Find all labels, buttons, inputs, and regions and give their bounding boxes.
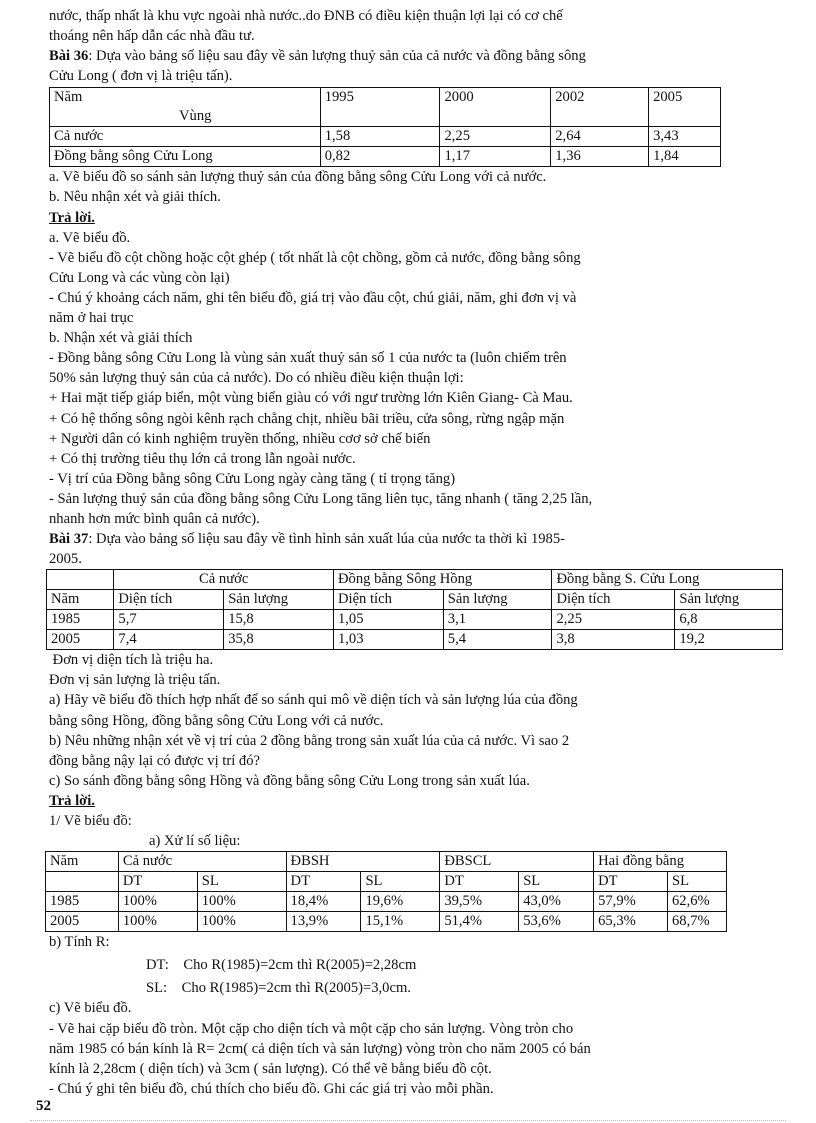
table-cell: 3,1 (443, 610, 552, 630)
table-header-cell: Cả nước (114, 570, 334, 590)
table-header-cell: Sản lượng (675, 590, 783, 610)
table-cell: 100% (197, 892, 286, 912)
paragraph-line: - Chú ý khoảng cách năm, ghi tên biểu đồ, giá trị vào đầu cột, chú giải, năm, ghi đơn vị và (49, 289, 577, 306)
paragraph-line: - Vẽ biểu đồ cột chồng hoặc cột ghép ( tốt nhất là cột chồng, gồm cả nước, đồng bằng sông (49, 249, 581, 266)
paragraph-line: DT: Cho R(1985)=2cm thì R(2005)=2,28cm (146, 957, 417, 974)
table-cell: 51,4% (440, 912, 519, 932)
table-row (46, 892, 727, 912)
table-cell: 1,17 (440, 147, 551, 167)
table-cell: 53,6% (519, 912, 594, 932)
table-cell: Cả nước (50, 127, 321, 147)
paragraph-line: kính là 2,28cm ( diện tích) và 3cm ( sản lượng). Có thể vẽ bằng biểu đồ cột. (49, 1060, 492, 1077)
table-37 (46, 569, 783, 650)
paragraph-line: bằng sông Hồng, đồng bằng sông Cửu Long với cả nước. (49, 712, 384, 729)
table-cell: 57,9% (594, 892, 668, 912)
table-cell: 19,2 (675, 630, 783, 650)
table-cell: 2005 (46, 912, 119, 932)
paragraph-line: a) Hãy vẽ biểu đồ thích hợp nhất để so sánh qui mô về diện tích và sản lượng lúa của đồng (49, 692, 578, 709)
paragraph-line: b. Nêu nhận xét và giải thích. (49, 189, 221, 206)
answer-heading: Trả lời. (49, 209, 95, 226)
table-cell: 19,6% (361, 892, 440, 912)
table-header-cell: Diện tích (333, 590, 443, 610)
table-xu-li (45, 851, 727, 932)
paragraph-line: Đơn vị sản lượng là triệu tấn. (49, 672, 221, 689)
table-cell: 1985 (47, 610, 114, 630)
table-header-cell: ĐBSCL (440, 852, 594, 872)
table-cell: 43,0% (519, 892, 594, 912)
table-header-cell: DT (594, 872, 668, 892)
table-cell: 7,4 (114, 630, 224, 650)
table-cell: 1985 (46, 892, 119, 912)
table-cell: 15,8 (224, 610, 334, 630)
table-row (50, 147, 721, 167)
document-page (49, 6, 740, 1099)
table-cell: 2,64 (551, 127, 649, 147)
table-header-cell: Năm (47, 590, 114, 610)
table-cell: 5,7 (114, 610, 224, 630)
table-cell: 68,7% (667, 912, 726, 932)
table-header-cell: SL (197, 872, 286, 892)
table-header-cell: SL (667, 872, 726, 892)
paragraph-line: c) Vẽ biểu đồ. (49, 1000, 132, 1017)
table-row (46, 852, 727, 872)
table-header-cell: Sản lượng (443, 590, 552, 610)
paragraph-line: + Người dân có kinh nghiệm truyền thống, nhiều cơơ sở chế biến (49, 430, 431, 447)
table-cell: 1,84 (649, 147, 721, 167)
table-header-cell: 2005 (649, 88, 721, 127)
table-row (47, 630, 783, 650)
paragraph-line: - Chú ý ghi tên biểu đồ, chú thích cho biểu đồ. Ghi các giá trị vào mỗi phần. (49, 1080, 494, 1097)
table-cell: 1,03 (333, 630, 443, 650)
table-cell: 2,25 (552, 610, 675, 630)
table-cell: 2005 (47, 630, 114, 650)
paragraph-line: + Có hệ thống sông ngòi kênh rạch chằng chịt, nhiều bãi triều, cửa sông, rừng ngập mặn (49, 410, 565, 427)
table-cell: 100% (118, 912, 197, 932)
table-header-cell (50, 88, 321, 127)
table-cell: 1,36 (551, 147, 649, 167)
table-row (50, 88, 721, 127)
table-cell: 0,82 (320, 147, 440, 167)
exercise-text: : Dựa vào bảng số liệu sau đây về tình hình sản xuất lúa của nước ta thời kì 1985- (88, 531, 565, 548)
paragraph-line: - Sản lượng thuỷ sản của đồng bằng sông Cửu Long tăng liên tục, tăng nhanh ( tăng 2,25 lần, (49, 490, 593, 507)
table-row (46, 872, 727, 892)
paragraph-line: 1/ Vẽ biểu đồ: (49, 813, 132, 829)
table-cell: 1,58 (320, 127, 440, 147)
paragraph-line: c) So sánh đồng bằng sông Hồng và đồng bằng sông Cửu Long trong sản xuất lúa. (49, 772, 530, 789)
paragraph-line: + Có thị trường tiêu thụ lớn cả trong lẫn ngoài nước. (49, 450, 356, 467)
table-row (47, 590, 783, 610)
table-cell: 35,8 (224, 630, 334, 650)
table-cell: 2,25 (440, 127, 551, 147)
paragraph-line: nhanh hơn mức bình quân cả nước). (49, 510, 260, 527)
table-header-cell: Đồng bằng Sông Hồng (333, 570, 552, 590)
table-36 (49, 87, 721, 167)
paragraph-line: Cửu Long và các vùng còn lại) (49, 269, 230, 286)
answer-heading: Trả lời. (49, 792, 95, 809)
table-header-cell: DT (440, 872, 519, 892)
paragraph-line: a. Vẽ biểu đồ. (49, 229, 131, 246)
table-header-cell (46, 872, 119, 892)
table-header-cell: SL (361, 872, 440, 892)
table-cell: 18,4% (286, 892, 361, 912)
table-header-cell: DT (118, 872, 197, 892)
page-number: 52 (36, 1098, 51, 1114)
table-header-cell: SL (519, 872, 594, 892)
paragraph-line: a) Xử lí số liệu: (149, 833, 241, 850)
table-header-cell: Đồng bằng S. Cửu Long (552, 570, 783, 590)
table-header-cell: Cả nước (118, 852, 286, 872)
exercise-label: Bài 36 (49, 48, 89, 65)
header-vung: Vùng (179, 108, 212, 125)
paragraph-line: năm ở hai trục (49, 310, 134, 327)
table-header-cell: ĐBSH (286, 852, 440, 872)
table-cell: 1,05 (333, 610, 443, 630)
paragraph-line: b. Nhận xét và giải thích (49, 330, 193, 347)
table-header-cell: DT (286, 872, 361, 892)
paragraph-line: đồng bằng nậy lại có được vị trí đó? (49, 752, 260, 769)
paragraph-line: - Đồng bằng sông Cửu Long là vùng sản xuất thuỷ sản số 1 của nước ta (luôn chiếm trên (49, 350, 567, 367)
table-cell: 3,43 (649, 127, 721, 147)
table-header-cell: 1995 (320, 88, 440, 127)
paragraph-line: năm 1985 có bán kính là R= 2cm( cả diện tích và sản lượng) vòng tròn cho năm 2005 có bán (49, 1040, 591, 1057)
paragraph-line: 50% sản lượng thuỷ sản của cả nước). Do có nhiều điều kiện thuận lợi: (49, 370, 464, 387)
table-row (50, 127, 721, 147)
table-header-cell: Năm (46, 852, 119, 872)
table-cell: 3,8 (552, 630, 675, 650)
paragraph-line: - Vị trí của Đồng bằng sông Cửu Long ngày càng tăng ( tỉ trọng tăng) (49, 470, 456, 487)
table-cell: Đồng bằng sông Cửu Long (50, 147, 321, 167)
header-nam: Năm (54, 89, 83, 106)
paragraph-line: a. Vẽ biểu đồ so sánh sản lượng thuỷ sản của đồng bằng sông Cửu Long với cả nước. (49, 169, 547, 186)
paragraph-line: thoáng nên hấp dẫn các nhà đầu tư. (49, 28, 255, 45)
footer-divider (30, 1120, 786, 1121)
table-header-cell: 2000 (440, 88, 551, 127)
paragraph-line: - Vẽ hai cặp biểu đồ tròn. Một cặp cho diện tích và một cặp cho sản lượng. Vòng tròn cho (49, 1020, 574, 1037)
table-row (47, 610, 783, 630)
paragraph-line: Cửu Long ( đơn vị là triệu tấn). (49, 68, 233, 85)
exercise-37-heading (49, 529, 721, 549)
table-header-cell: 2002 (551, 88, 649, 127)
table-cell: 13,9% (286, 912, 361, 932)
paragraph-line: + Hai mặt tiếp giáp biển, một vùng biển giàu có với ngư trường lớn Kiên Giang- Cà Mau. (49, 390, 573, 407)
table-cell: 5,4 (443, 630, 552, 650)
paragraph-line: b) Tính R: (49, 934, 110, 951)
paragraph-line: SL: Cho R(1985)=2cm thì R(2005)=3,0cm. (146, 980, 411, 997)
table-header-cell: Diện tích (114, 590, 224, 610)
table-row (46, 912, 727, 932)
table-header-cell (47, 570, 114, 590)
exercise-label: Bài 37 (49, 531, 89, 548)
table-header-cell: Hai đồng bằng (594, 852, 727, 872)
table-cell: 65,3% (594, 912, 668, 932)
paragraph-line: 2005. (49, 551, 82, 568)
table-cell: 100% (197, 912, 286, 932)
paragraph-line: nước, thấp nhất là khu vực ngoài nhà nước..do ĐNB có điều kiện thuận lợi lại có cơ chế (49, 8, 563, 24)
table-cell: 15,1% (361, 912, 440, 932)
table-row (47, 570, 783, 590)
table-cell: 62,6% (667, 892, 726, 912)
table-header-cell: Sản lượng (224, 590, 334, 610)
paragraph-line: Đơn vị diện tích là triệu ha. (49, 652, 214, 669)
table-cell: 39,5% (440, 892, 519, 912)
exercise-text: : Dựa vào bảng số liệu sau đây về sản lượng thuỷ sản của cả nước và đồng bằng sông (88, 48, 586, 65)
paragraph-line: b) Nêu những nhận xét về vị trí của 2 đồng bằng trong sản xuất lúa của cả nước. Vì sao 2 (49, 732, 570, 749)
table-cell: 100% (118, 892, 197, 912)
table-cell: 6,8 (675, 610, 783, 630)
exercise-36-heading (49, 46, 721, 66)
table-header-cell: Diện tích (552, 590, 675, 610)
